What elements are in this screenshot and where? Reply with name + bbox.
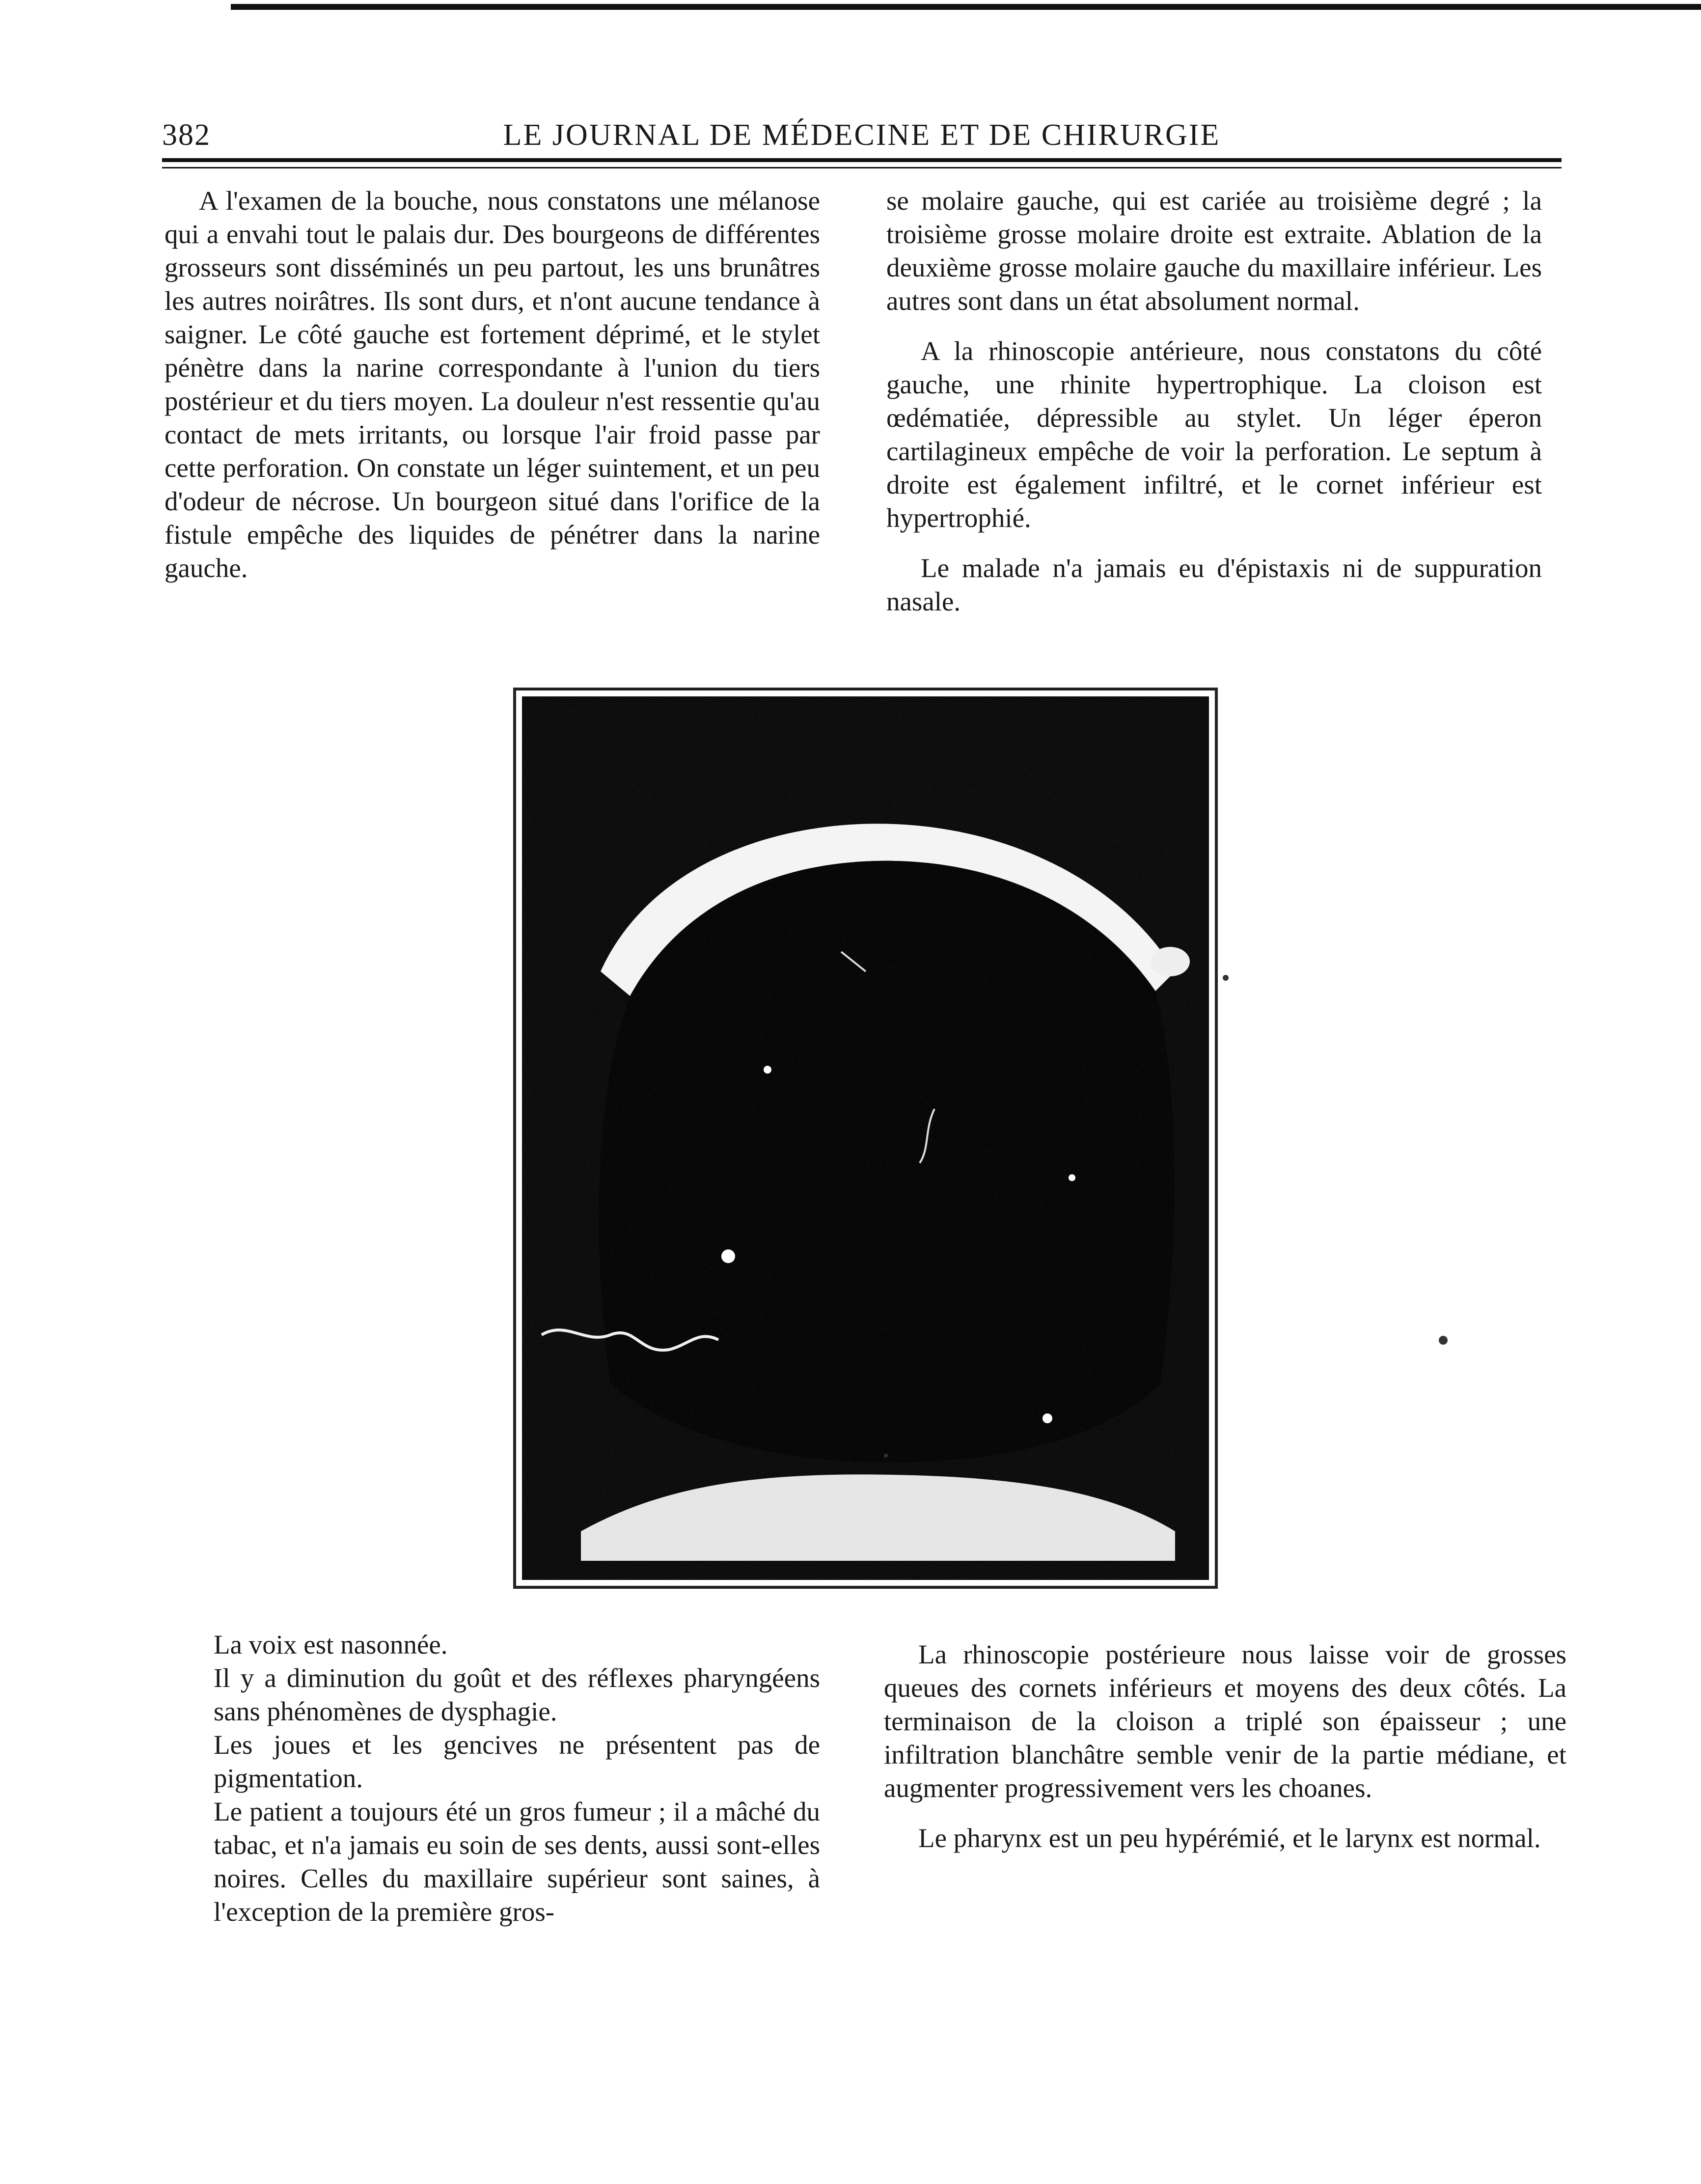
paragraph: A l'examen de la bouche, nous constatons une mélanose qui a envahi tout le palais dur. Des bourgeons de différentes grosseurs sont disséminés un peu partout, les uns brunâtres les autres noirâtres. Ils sont durs, et n'ont aucune tendance à saigner. Le côté gauche est fortement déprimé, et le stylet pénètre dans la narine correspondante à l'union du tiers postérieur et du tiers moyen. La douleur n'est ressentie qu'au contact de mets irritants, ou lorsque l'air froid passe par cette perforation. On constate un léger suintement, et un peu d'odeur de nécrose. Un bourgeon situé dans l'orifice de la fistule empêche des liquides de pénétrer dans la narine gauche. bbox=[165, 186, 820, 583]
paragraph: La voix est nasonnée. bbox=[214, 1630, 448, 1659]
paragraph: Le pharynx est un peu hypérémié, et le larynx est normal. bbox=[918, 1823, 1541, 1853]
print-speck bbox=[1439, 1336, 1448, 1345]
paragraph: se molaire gauche, qui est cariée au troisième degré ; la troisième grosse molaire droite est extraite. Ablation de la deuxième grosse molaire gauche du maxillaire inférieur. Les autres sont dans un état absolument normal. bbox=[886, 186, 1542, 316]
running-title: LE JOURNAL DE MÉDECINE ET DE CHIRURGIE bbox=[503, 118, 1221, 152]
paragraph: A la rhinoscopie antérieure, nous constatons du côté gauche, une rhinite hypertrophique. La cloison est œdématiée, dépressible au stylet. Un léger éperon cartilagineux empêche de voir la perforation. Le septum à droite est également infiltré, et le cornet inférieur est hypertrophié. bbox=[886, 336, 1542, 533]
paragraph: Le patient a toujours été un gros fumeur ; il a mâché du tabac, et n'a jamais eu soin de ses dents, aussi sont-elles noires. Celles du maxillaire supérieur sont saines, à l'exception de la première gros- bbox=[214, 1797, 820, 1927]
top-page-rule bbox=[231, 4, 1701, 10]
header-rule-thick bbox=[162, 158, 1562, 162]
right-column-bottom bbox=[884, 1638, 1566, 1855]
paragraph: Le malade n'a jamais eu d'épistaxis ni de suppuration nasale. bbox=[886, 553, 1542, 616]
paragraph: Les joues et les gencives ne présentent pas de pigmentation. bbox=[214, 1730, 820, 1793]
print-speck bbox=[1223, 975, 1229, 981]
header-rule-thin bbox=[162, 167, 1562, 168]
paragraph: Il y a diminution du goût et des réflexes pharyngéens sans phénomènes de dysphagie. bbox=[214, 1663, 820, 1726]
left-column-bottom bbox=[214, 1628, 820, 1929]
clinical-photograph-figure bbox=[513, 688, 1218, 1589]
paragraph: La rhinoscopie postérieure nous laisse voir de grosses queues des cornets inférieurs et moyens des deux côtés. La terminaison de la cloison a triplé son épaisseur ; une infiltration blanchâtre semble venir de la partie médiane, et augmenter progressivement vers les choanes. bbox=[884, 1639, 1566, 1803]
photo-grain-texture bbox=[522, 696, 1209, 1580]
print-speck bbox=[884, 1454, 888, 1458]
palate-photograph bbox=[522, 696, 1209, 1580]
page-header bbox=[162, 118, 1562, 162]
page-number: 382 bbox=[162, 118, 211, 152]
right-column-top bbox=[886, 184, 1542, 618]
left-column-top bbox=[165, 184, 820, 585]
